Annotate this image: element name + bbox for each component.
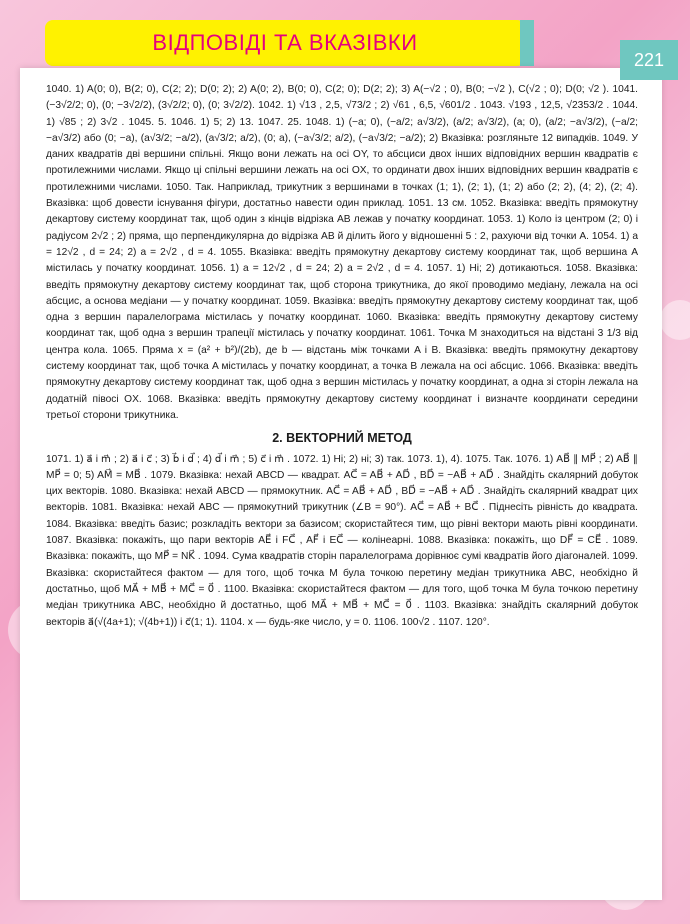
- header-banner: [45, 20, 525, 66]
- page-number-box: [620, 40, 678, 80]
- section-heading: 2. ВЕКТОРНИЙ МЕТОД: [272, 431, 412, 446]
- answers-paragraph-coordinates: 1040. 1) A(0; 0), B(2; 0), C(2; 2); D(0; 2); 2) A(0; 2), B(0; 0), C(2; 0); D(2; 2); 3) A(−√2 ; 0), B(0; −√2 ), C(√2 ; 0); D(0; √2 ). 1041. (−3√2/2; 0), (0; −3√2/2), (3√2/2; 0), (0; 3√2/2). 1042. 1) √13 , 2,5, √73/2 ; 2) √61 , 6,5, √601/2 . 1043. √193 , 12,5, √2353/2 . 1044. 1) √85 ; 2) 3√2 . 1045. 5. 1046. 1) 5; 2) 13. 1047. 25. 1048. 1) (−a; 0), (−a/2; a√3/2), (a/2; a√3/2), (a; 0), (a/2; −a√3/2), (−a/2; −a√3/2) або (0; −a), (a√3/2; −a/2), (a√3/2; a/2), (0; a), (−a√3/2; a/2), (−a√3/2; −a/2); 2) Вказівка: розгляньте 12 випадків. 1049. У даних квадратів дві вершини спільні. Якщо вони лежать на осі OY, то абсциси двох інших відповідних вершин квадратів є протилежними числами. Якщо ці спільні вершини лежать на осі OX, то ординати двох інших відповідних вершин квадратів є протилежними числами. 1050. Так. Наприклад, трикутник з вершинами в точках (1; 1), (2; 1), (1; 2) або (2; 2), (4; 2), (2; 4). Вказівка: щоб довести існування фігури, достатньо навести один приклад. 1051. 13 см. 1052. Вказівка: введіть прямокутну декартову систему координат так, щоб один з кінців відрізка AB лежав у початку координат. 1053. 1) Коло із центром (2; 0) і радіусом 2√2 ; 2) пряма, що перпендикулярна до відрізка AB й ділить його у відношенні 5 : 2, рахуючи від точки A. 1054. 1) a = 12√2 , d = 24; 2) a = 2√2 , d = 4. 1055. Вказівка: введіть прямокутну декартову систему координат так, щоб вершина A містилась у початку координат. 1056. 1) a = 12√2 , d = 24; 2) a = 2√2 , d = 4. 1057. 1) Ні; 2) дотикаються. 1058. Вказівка: введіть прямокутну декартову систему координат так, щоб сторона трикутника, до якої проводимо медіану, лежала на осі абсцис, а основа медіани — у початку координат. 1059. Вказівка: введіть прямокутну декартову систему координат так, щоб одна з вершин паралелограма містилась у початку координат. 1060. Вказівка: введіть прямокутну декартову систему координат так, щоб одна з вершин трапеції містилась у початку координат. 1061. Точка M знаходиться на відстані 3 1/3 від центра кола. 1065. Пряма x = (a² + b²)/(2b), де b — відстань між точками A і B. Вказівка: введіть прямокутну декартову систему координат так, щоб точка A містилась у початку координат, а точка B лежала на осі абсцис. 1066. Вказівка: введіть прямокутну декартову систему координат так, щоб одна з вершин містилась у початку координат, а одна зі сторін лежала на додатній півосі OX. 1068. Вказівка: введіть прямокутну декартову систему координат і визначте координати середини третьої сторони трикутника.: [46, 84, 639, 421]
- page-title: ВІДПОВІДІ ТА ВКАЗІВКИ: [152, 30, 418, 55]
- header-tab-accent: [520, 20, 534, 66]
- decorative-bubble: [660, 300, 690, 340]
- page-number: 221: [633, 49, 665, 70]
- answers-paragraph-vectors: 1071. 1) a⃗ і m⃗ ; 2) a⃗ і c⃗ ; 3) b⃗ і d⃗ ; 4) d⃗ і m⃗ ; 5) c⃗ і m⃗ . 1072. 1) Ні; 2) ні; 3) так. 1073. 1), 4). 1075. Так. 1076. 1) AB⃗ ∥ MP⃗ ; 2) AB⃗ ∥ MP⃗ = 0; 5) AM⃗ = MB⃗ . 1079. Вказівка: нехай ABCD — квадрат. AC⃗ = AB⃗ + AD⃗ , BD⃗ = −AB⃗ + AD⃗ . Знайдіть скалярний добуток цих векторів. 1080. Вказівка: нехай ABCD — прямокутник. AC⃗ = AB⃗ + AD⃗ , BD⃗ = −AB⃗ + AD⃗ . Знайдіть скалярний квадрат цих векторів. 1081. Вказівка: нехай ABC — прямокутний трикутник (∠B = 90°). AC⃗ = AB⃗ + BC⃗ . Піднесіть рівність до квадрата. 1084. Вказівка: введіть базис; розкладіть вектори за базисом; скористайтеся тим, що рівні вектори мають рівні координати. 1087. Вказівка: покажіть, що пари векторів AE⃗ і FC⃗ , AF⃗ і EC⃗ — колінеарні. 1088. Вказівка: покажіть, що DF⃗ = CE⃗ . 1089. Вказівка: покажіть, що MP⃗ = NK⃗ . 1094. Сума квадратів сторін паралелограма дорівнює сумі квадратів його діагоналей. 1099. Вказівка: скористайтеся фактом — для того, щоб точка M була точкою перетину медіан трикутника ABC, необхідно й достатньо, щоб MA⃗ + MB⃗ + MC⃗ = 0⃗ . 1100. Вказівка: скористайтеся фактом — для того, щоб точка M була точкою перетину медіан трикутника ABC, необхідно й достатньо, щоб MA⃗ + MB⃗ + MC⃗ = 0⃗ . 1103. Вказівка: знайдіть скалярний добуток векторів a⃗(√(4a+1); √(4b+1)) і c⃗(1; 1). 1104. x — будь-яке число, y = 0. 1106. 100√2 . 1107. 120°.: [46, 453, 638, 628]
- answers-body: [46, 82, 638, 631]
